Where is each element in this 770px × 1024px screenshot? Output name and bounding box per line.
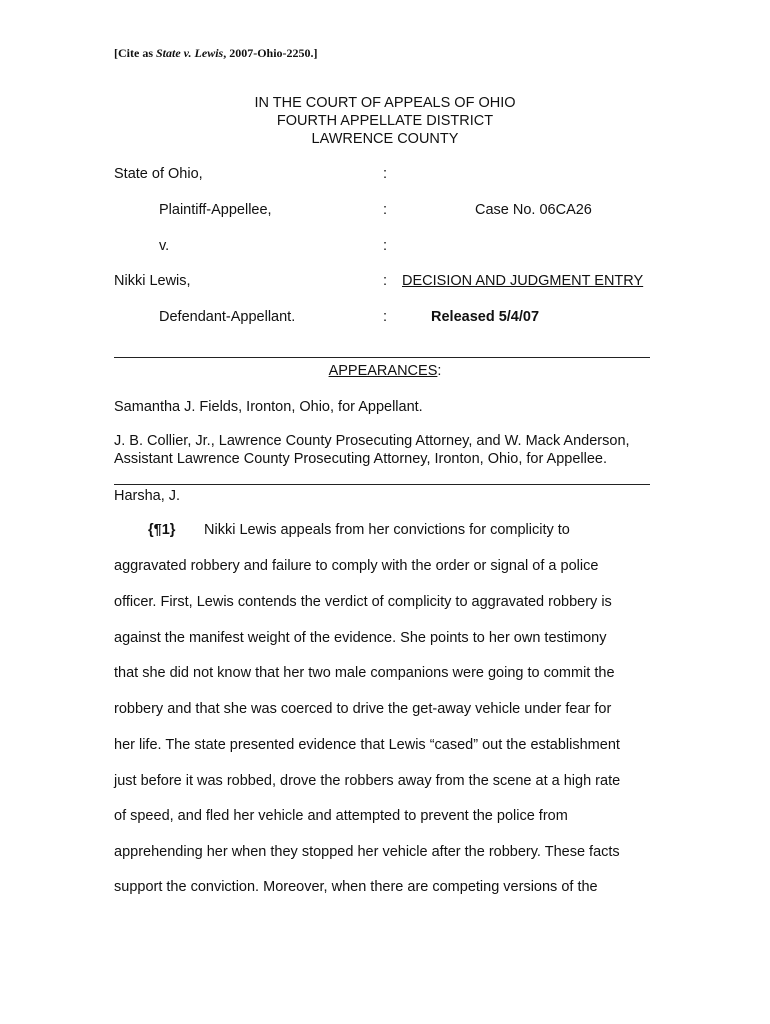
caption-colon: : [383, 238, 388, 254]
caption-colon: : [383, 309, 388, 325]
opinion-line: just before it was robbed, drove the robbers away from the scene at a high rate [114, 773, 621, 789]
party-state-role: Plaintiff-Appellee, [159, 202, 272, 218]
entry-title: DECISION AND JUDGMENT ENTRY [402, 273, 644, 289]
county-name: LAWRENCE COUNTY [311, 131, 459, 147]
case-number: Case No. 06CA26 [475, 202, 592, 218]
appellee-counsel-line-2: Assistant Lawrence County Prosecuting Attorney, Ironton, Ohio, for Appellee. [114, 451, 608, 467]
citation-prefix: [Cite as [114, 46, 156, 60]
citation-header [114, 46, 318, 61]
opinion-line: support the conviction. Moreover, when there are competing versions of the [114, 879, 598, 895]
opinion-line: officer. First, Lewis contends the verdict of complicity to aggravated robbery is [114, 594, 612, 610]
paragraph-marker: {¶1} [148, 522, 176, 538]
opinion-line: aggravated robbery and failure to comply with the order or signal of a police [114, 558, 599, 574]
opinion-line: of speed, and fled her vehicle and attempted to prevent the police from [114, 808, 568, 824]
party-defendant: Nikki Lewis, [114, 273, 191, 289]
party-state: State of Ohio, [114, 166, 203, 182]
party-defendant-role: Defendant-Appellant. [159, 309, 296, 325]
release-date: Released 5/4/07 [431, 309, 540, 325]
citation-case-name: State v. Lewis [156, 46, 224, 60]
opinion-line: Nikki Lewis appeals from her convictions for complicity to [204, 522, 570, 538]
opinion-author: Harsha, J. [114, 488, 181, 504]
citation-suffix: , 2007-Ohio-2250.] [223, 46, 318, 60]
appearances-heading [0, 362, 770, 381]
divider-line [114, 484, 650, 485]
appellant-counsel: Samantha J. Fields, Ironton, Ohio, for Appellant. [114, 399, 423, 415]
opinion-line: her life. The state presented evidence that Lewis “cased” out the establishment [114, 737, 620, 753]
opinion-line: apprehending her when they stopped her vehicle after the robbery. These facts [114, 844, 620, 860]
appellee-counsel-line-1: J. B. Collier, Jr., Lawrence County Prosecuting Attorney, and W. Mack Anderson, [114, 433, 630, 449]
appellate-district: FOURTH APPELLATE DISTRICT [276, 113, 494, 129]
caption-colon: : [383, 166, 388, 182]
opinion-line: that she did not know that her two male companions were going to commit the [114, 665, 615, 681]
appearances-label: APPEARANCES [328, 363, 438, 379]
caption-colon: : [383, 273, 388, 289]
opinion-line: against the manifest weight of the evidence. She points to her own testimony [114, 630, 607, 646]
caption-colon: : [383, 202, 388, 218]
court-name: IN THE COURT OF APPEALS OF OHIO [254, 95, 516, 111]
opinion-line: robbery and that she was coerced to drive the get-away vehicle under fear for [114, 701, 612, 717]
appearances-colon: : [437, 363, 442, 379]
versus: v. [159, 238, 170, 254]
divider-line [114, 357, 650, 358]
